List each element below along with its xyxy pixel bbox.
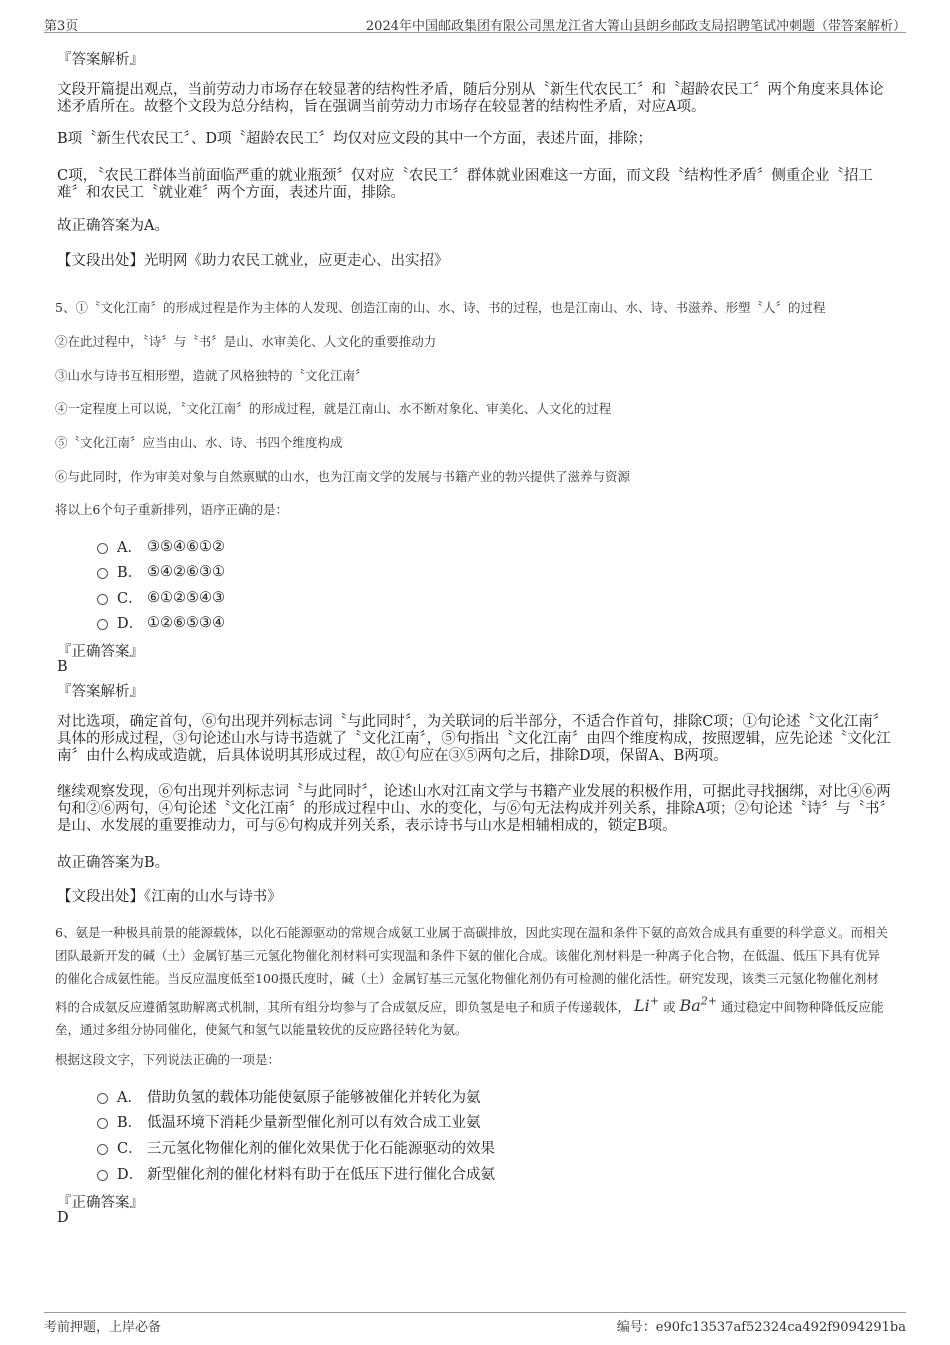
q6-stem-text: 6、氨是一种极具前景的能源载体，以化石能源驱动的常规合成氨工业属于高碳排放，因此实现在温和条件下氨的高效合成具有重要的科学意义。而相关团队最新开发的碱（土）金属钌基三元氢化物催化剂材料可实现温和条件下氨的催化合成。该催化剂材料是一种离子化合物，在低温、低压下具有优异的催化合成氨性能。当反应温度低至100摄氏度时，碱（土）金属钌基三元氢化物催化剂仍有可检测的催化活性。研究发现，该类三元氢化物催化剂材料的合成氨反应遵循氢助解离式机制，其所有组分均参与了合成氨反应，即负氢是电子和质子传递载体， bbox=[55, 925, 888, 1015]
option-text: ⑤④②⑥③① bbox=[147, 563, 225, 580]
q5-stem-6: ⑥与此同时，作为审美对象与自然禀赋的山水，也为江南文学的发展与书籍产业的勃兴提供了滋养与资源 bbox=[55, 469, 631, 484]
document-id: 编号：e90fc13537af52324ca492f9094291ba bbox=[616, 1320, 906, 1335]
q5-stem-5: ⑤〝文化江南〞应当由山、水、诗、书四个维度构成 bbox=[55, 435, 343, 450]
q6-answer: D bbox=[57, 1210, 69, 1226]
lithium-ion-formula: Li+ bbox=[634, 995, 659, 1016]
option-text: 低温环境下消耗少量新型催化剂可以有效合成工业氨 bbox=[147, 1115, 481, 1131]
footer-slogan: 考前押题，上岸必备 bbox=[44, 1320, 162, 1335]
q5-stem-1: 5、①〝文化江南〞的形成过程是作为主体的人发现、创造江南的山、水、诗、书的过程，也是江南山、水、诗、书滋养、形塑〝人〞的过程 bbox=[55, 300, 826, 315]
q5-answer: B bbox=[57, 659, 68, 675]
q4-analysis-p2: B项〝新生代农民工〞、D项〝超龄农民工〞均仅对应文段的其中一个方面，表述片面，排除； bbox=[57, 131, 653, 147]
option-letter: C． bbox=[117, 1141, 143, 1157]
q6-option-d[interactable] bbox=[97, 1163, 495, 1184]
q6-stem-tail: 通过稳定中间物种降低反应能垒，通过多组分协同催化，使氮气和氢气以能量较优的反应路径转化为氨。 bbox=[55, 999, 884, 1038]
option-letter: A． bbox=[117, 1090, 142, 1106]
option-text: ③⑤④⑥①② bbox=[147, 538, 225, 555]
q6-answer-title: 『正确答案』 bbox=[57, 1195, 144, 1211]
radio-icon[interactable] bbox=[97, 568, 108, 579]
document-title: 2024年中国邮政集团有限公司黑龙江省大箐山县朗乡邮政支局招聘笔试冲刺题（带答案解析） bbox=[365, 19, 906, 34]
option-letter: B． bbox=[117, 1115, 143, 1131]
q4-analysis-p1: 文段开篇提出观点，当前劳动力市场存在较显著的结构性矛盾，随后分别从〝新生代农民工〞和〝超龄农民工〞两个角度来具体论述矛盾所在。故整个文段为总分结构，旨在强调当前劳动力市场存在较显著的结构性矛盾，对应A项。 bbox=[57, 82, 884, 115]
radio-icon[interactable] bbox=[97, 1144, 108, 1155]
option-letter: A． bbox=[117, 540, 142, 556]
option-text: 借助负氢的载体功能使氨原子能够被催化并转化为氨 bbox=[147, 1090, 481, 1106]
q5-option-b[interactable] bbox=[97, 561, 225, 582]
radio-icon[interactable] bbox=[97, 1170, 108, 1181]
q5-option-a[interactable] bbox=[97, 536, 225, 557]
radio-icon[interactable] bbox=[97, 1093, 108, 1104]
option-letter: D． bbox=[117, 1167, 144, 1183]
option-letter: B． bbox=[117, 565, 143, 581]
option-letter: C． bbox=[117, 591, 143, 607]
option-text: ①②⑥⑤③④ bbox=[147, 614, 225, 631]
radio-icon[interactable] bbox=[97, 1118, 108, 1129]
radio-icon[interactable] bbox=[97, 619, 108, 630]
page-number: 第3页 bbox=[44, 19, 79, 34]
q6-option-a[interactable] bbox=[97, 1086, 481, 1107]
q6-stem bbox=[55, 921, 890, 1041]
q5-stem-2: ②在此过程中，〝诗〞与〝书〞是山、水审美化、人文化的重要推动力 bbox=[55, 334, 437, 349]
option-text: ⑥①②⑤④③ bbox=[147, 589, 225, 606]
option-letter: D． bbox=[117, 616, 144, 632]
q5-stem-4: ④一定程度上可以说，〝文化江南〞的形成过程，就是江南山、水不断对象化、审美化、人文化的过程 bbox=[55, 401, 612, 416]
q5-analysis-title: 『答案解析』 bbox=[57, 684, 144, 700]
q6-option-c[interactable] bbox=[97, 1137, 495, 1158]
page-header bbox=[44, 12, 906, 33]
q5-analysis-p2: 继续观察发现，⑥句出现并列标志词〝与此同时〞，论述山水对江南文学与书籍产业发展的积极作用，可据此寻找捆绑，对比④⑥两句和②⑥两句，④句论述〝文化江南〞的形成过程中山、水的变化，与⑥句无法构成并列关系，排除A项；②句论述〝诗〞与〝书〞是山、水发展的重要推动力，可与⑥句构成并列关系，表示诗书与山水是相辅相成的，锁定B项。 bbox=[57, 784, 891, 834]
q4-analysis-title: 『答案解析』 bbox=[57, 52, 144, 68]
radio-icon[interactable] bbox=[97, 543, 108, 554]
q5-stem-3: ③山水与诗书互相形塑，造就了风格独特的〝文化江南〞 bbox=[55, 368, 368, 383]
q5-analysis-conclusion: 故正确答案为B。 bbox=[57, 855, 170, 871]
q6-option-b[interactable] bbox=[97, 1111, 481, 1132]
q5-option-d[interactable] bbox=[97, 612, 225, 633]
option-text: 新型催化剂的催化材料有助于在低压下进行催化合成氨 bbox=[147, 1167, 495, 1183]
q5-source: 【文段出处】《江南的山水与诗书》 bbox=[57, 889, 282, 905]
q5-prompt: 将以上6个句子重新排列，语序正确的是： bbox=[55, 502, 288, 517]
q4-analysis-p3: C项，〝农民工群体当前面临严重的就业瓶颈〞仅对应〝农民工〞群体就业困难这一方面，而文段〝结构性矛盾〞侧重企业〝招工难〞和农民工〝就业难〞两个方面，表述片面，排除。 bbox=[57, 168, 873, 201]
radio-icon[interactable] bbox=[97, 594, 108, 605]
q5-answer-title: 『正确答案』 bbox=[57, 644, 144, 660]
q5-option-c[interactable] bbox=[97, 587, 225, 608]
option-text: 三元氢化物催化剂的催化效果优于化石能源驱动的效果 bbox=[147, 1141, 495, 1157]
or-text: 或 bbox=[662, 999, 676, 1015]
q6-prompt: 根据这段文字，下列说法正确的一项是： bbox=[55, 1052, 281, 1067]
q4-source: 【文段出处】光明网《助力农民工就业，应更走心、出实招》 bbox=[57, 253, 449, 269]
barium-ion-formula: $Ba^{2+}$ bbox=[679, 995, 717, 1016]
q5-analysis-p1: 对比选项，确定首句，⑥句出现并列标志词〝与此同时〞，为关联词的后半部分，不适合作首句，排除C项；①句论述〝文化江南〞具体的形成过程，③句论述山水与诗书造就了〝文化江南〞，⑤句指出〝文化江南〞由四个维度构成，按照逻辑，应先论述〝文化江南〞由什么构成或造就，后具体说明其形成过程，故①句应在③⑤两句之后，排除D项，保留A、B两项。 bbox=[57, 714, 891, 764]
q4-analysis-conclusion: 故正确答案为A。 bbox=[57, 218, 169, 234]
page-footer bbox=[44, 1312, 906, 1335]
